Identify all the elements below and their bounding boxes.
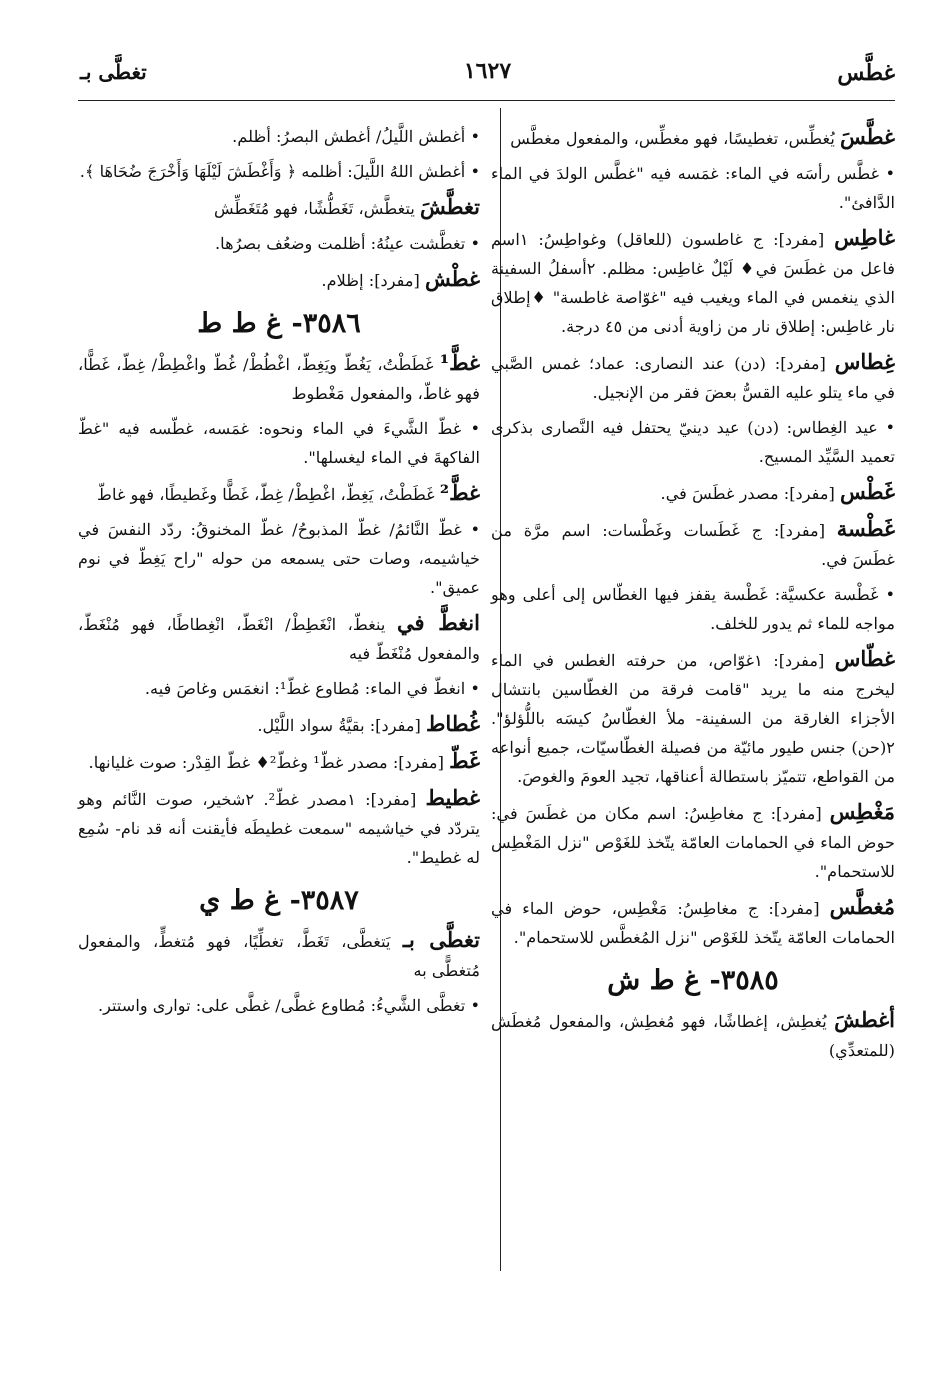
dictionary-entry <box>491 122 895 153</box>
dictionary-entry <box>78 157 480 186</box>
entry-definition: • أغطش اللهُ اللَّيلَ: أظلمه ﴿ وَأَغْطَشَ لَيْلَهَا وَأَخْرَجَ ضُحَاهَا ﴾. <box>79 162 480 181</box>
right-column <box>491 122 895 1071</box>
entry-definition: [مفرد]: ج غاطسون (للعاقل) وغواطِسُ: ١اسم فاعل من غطَسَ في♦ لَيْلٌ غاطِس: مظلم. ٢أسفلُ السفينة الذي ينغمس في الماء ويغيب فيه "غوّاصة غاطسة" ♦إطلاق نار غاطِس: إطلاق نار من زاوية أدنى من ٤٥ درجة. <box>491 230 895 336</box>
entry-headword: غطَّ² <box>439 480 480 505</box>
entry-headword: تغطَّى بـ <box>402 927 480 952</box>
entry-definition: يَتغطَّى، تَغَطَّ، تغطِّيًا، فهو مُتغطٍّ، والمفعول مُتغطًّى به <box>78 932 480 980</box>
entry-definition: • تغطَّى الشَّيءُ: مُطاوع غطَّى/ غطَّى على: توارى واستتر. <box>97 996 480 1015</box>
entry-headword: غطّاس <box>834 646 895 671</box>
dictionary-entry <box>491 514 895 574</box>
entry-definition: يُغطِّس، تغطيسًا، فهو مغطِّس، والمفعول مغطَّس <box>510 129 835 148</box>
dictionary-entry <box>78 122 480 151</box>
entry-definition: يتغطَّش، تَغَطُّشًا، فهو مُتَغَطِّش <box>214 199 415 218</box>
entry-definition: • عيد الغِطاس: (دن) عيد دينيّ يحتفل فيه النَّصارى بذكرى تعميد السَّيِّد المسيح. <box>491 418 895 466</box>
entry-headword: مُغطَّس <box>829 894 895 919</box>
entry-headword: غَطّ <box>449 748 480 773</box>
entry-headword: أغطشَ <box>834 1007 895 1032</box>
dictionary-entry <box>491 159 895 217</box>
dictionary-entry <box>491 892 895 952</box>
entry-headword: تغطَّشَ <box>420 194 480 219</box>
entry-definition: • غطّ الشَّيءَ في الماء ونحوه: غمَسه، غطّسه فيه "غطّ الفاكهةَ في الماء ليغسلها". <box>78 419 480 467</box>
entry-headword: غطْش <box>425 266 480 291</box>
dictionary-entry <box>491 477 895 508</box>
dictionary-entry <box>491 347 895 407</box>
dictionary-entry <box>491 580 895 638</box>
entry-definition: [مفرد]: ج غَطَسات وغَطْسات: اسم مرَّة من غطَسَ في. <box>491 521 895 569</box>
running-head-left: تغطَّى بـ <box>80 60 147 84</box>
left-column <box>78 122 480 1026</box>
dictionary-entry <box>491 1005 895 1065</box>
entry-headword: غطَّ¹ <box>439 350 480 375</box>
dictionary-entry <box>78 746 480 777</box>
entry-headword: غطيط <box>425 785 481 810</box>
dictionary-entry <box>78 674 480 703</box>
root-section-heading: ٣٥٨٧- غ ط ي <box>199 885 359 916</box>
dictionary-entry <box>78 348 480 408</box>
entry-definition: • غطّ النَّائمُ/ غطّ المذبوحُ/ غطّ المخنوقُ: ردّد النفسَ في خياشيمه، وصات حتى يسمعه من حوله "راح يَغِطّ في نوم عميق". <box>78 520 480 597</box>
dictionary-entry <box>78 783 480 872</box>
entry-headword: مَغْطِس <box>829 799 895 824</box>
entry-headword: غَطْس <box>840 479 895 504</box>
entry-definition: غَطَطْتُ، يَغُطّ ويَغِطّ، اغْطُطْ/ غُطّ واغْطِطْ/ غِطّ، غَطًّا، فهو غاطّ، والمفعول مَغْطوط <box>78 355 480 403</box>
entry-definition: • أغطش اللَّيلُ/ أغطش البصرُ: أظلم. <box>232 127 480 146</box>
entry-definition: [مفرد]: مصدر غطّ¹ وغطّ²♦ غطّ القِدْر: صوت غليانها. <box>88 753 444 772</box>
entry-definition: غَطَطْتُ، يَغِطّ، اغْطِطْ/ غِطّ، غَطًّا وغَطيطًا، فهو غاطّ <box>97 485 435 504</box>
dictionary-entry <box>78 709 480 740</box>
entry-definition: [مفرد]: (دن) عند النصارى: عماد؛ غمس الصَّبي في ماء يتلو عليه القسُّ بعضَ فقر من الإنجيل. <box>491 354 895 402</box>
page-header <box>80 52 895 92</box>
entry-headword: غطَّسَ <box>840 124 895 149</box>
dictionary-entry <box>78 925 480 985</box>
entry-definition: • تغطَّشت عينُهُ: أظلمت وضعُف بصرُها. <box>215 234 480 253</box>
entry-definition: [مفرد]: بقيَّةُ سواد اللَّيْل. <box>257 716 421 735</box>
dictionary-entry <box>78 478 480 509</box>
entry-definition: [مفرد]: ١غوّاص، من حرفته الغطس في الماء ليخرج منه ما يريد "قامت فرقة من الغطّاسين بانتشال الأجزاء الغارقة من السفينة- ملأ الغطّاسُ كيسَه باللُّؤلؤ". ٢(حن) جنس طيور مائيّة من فصيلة الغطّاسيّات، جميع أنواعه من القواطع، تتميّز باستطالة أعناقها، تجيد العومَ والغوصَ. <box>491 651 895 786</box>
entry-definition: [مفرد]: مصدر غطَسَ في. <box>660 484 835 503</box>
entry-definition: يُغطِش، إغطاشًا، فهو مُغطِش، والمفعول مُغطَش (للمتعدِّي) <box>491 1012 895 1060</box>
dictionary-entry <box>78 515 480 602</box>
entry-headword: غاطِس <box>834 225 895 250</box>
dictionary-entry <box>78 991 480 1020</box>
header-rule <box>78 100 895 101</box>
root-section-heading: ٣٥٨٦- غ ط ط <box>197 308 361 339</box>
entry-definition: ينغطّ، انْغَطِطْ/ انْغَطّ، انْغِطاطًا، فهو مُنْغَطّ، والمفعول مُنْغَطّ فيه <box>78 615 480 663</box>
entry-headword: غُطاط <box>425 711 480 736</box>
entry-definition: [مفرد]: ج مغاطِسُ: مَغْطِس، حوض الماء في الحمامات العامّة يتّخذ للغَوْص "نزل المُغطَّس للاستحمام". <box>491 899 895 947</box>
dictionary-entry <box>491 644 895 791</box>
dictionary-entry <box>78 229 480 258</box>
running-head-right: غطَّس <box>837 60 895 86</box>
dictionary-entry <box>78 414 480 472</box>
root-section-heading: ٣٥٨٥- غ ط ش <box>607 965 779 996</box>
entry-definition: [مفرد]: ج مغاطِسُ: اسم مكان من غطَسَ في: حوض الماء في الحمامات العامّة يتّخذ للغَوْص "نزل المَغْطِس للاستحمام". <box>491 804 895 881</box>
entry-headword: غَطْسة <box>836 516 895 541</box>
entry-definition: • غطَّس رأسَه في الماء: غمَسه فيه "غطَّس الولدَ في الماء الدَّافئ". <box>491 164 895 212</box>
dictionary-entry <box>491 223 895 341</box>
entry-definition: • انغطّ في الماء: مُطاوع غطّ¹: انغمَس وغاصَ فيه. <box>144 679 480 698</box>
entry-headword: انغطَّ في <box>396 610 480 635</box>
dictionary-entry <box>78 608 480 668</box>
dictionary-entry <box>78 264 480 295</box>
entry-headword: غِطاس <box>834 349 895 374</box>
dictionary-entry <box>78 192 480 223</box>
entry-definition: [مفرد]: ١مصدر غطّ². ٢شخير، صوت النَّائم وهو يتردّد في خياشيمه "سمعت غطيطَه فأيقنت أنه قد نام- سُمِع له غطيط". <box>78 790 480 867</box>
entry-definition: [مفرد]: إظلام. <box>321 271 420 290</box>
dictionary-entry <box>491 413 895 471</box>
entry-definition: • غَطْسة عكسيَّة: غَطْسة يقفز فيها الغطّاس إلى أعلى وهو مواجه للماء ثم يدور للخلف. <box>491 585 895 633</box>
dictionary-entry <box>491 797 895 886</box>
page-number: ١٦٢٧ <box>463 58 512 84</box>
